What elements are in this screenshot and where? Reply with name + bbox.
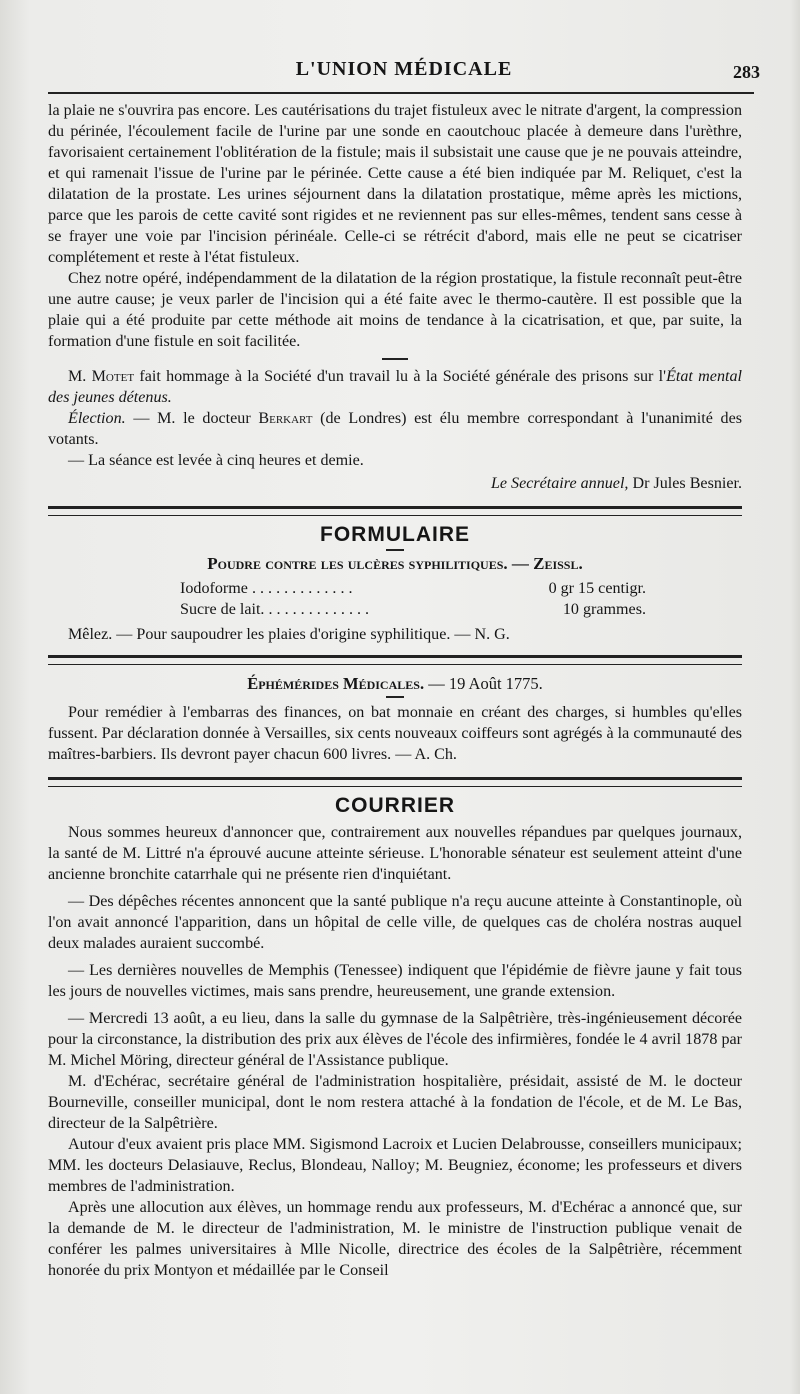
- courrier-paragraph: Après une allocution aux élèves, un hommage rendu aux professeurs, M. d'Echérac a annoncé que, sur la demande de M. le directeur de l'administration, M. le ministre de l'instruction publique venait de conférer les palmes universitaires à Mlle Nicolle, directrice des écoles de la Salpêtrière, récemment honorée du prix Montyon et médaillée par le Conseil: [48, 1199, 742, 1279]
- election-paragraph: [48, 408, 742, 450]
- recipe-row: [180, 578, 646, 599]
- ingredient-amount: 10 grammes.: [562, 601, 646, 618]
- courrier-heading: COURRIER: [334, 794, 455, 817]
- courrier-paragraph: — Les dernières nouvelles de Memphis (Tenessee) indiquent que l'épidémie de fièvre jaune y fait tous les jours de nouvelles victimes, mais sans prendre, heureusement, une grande extension.: [48, 962, 742, 1000]
- motet-name: M. Motet: [68, 368, 135, 385]
- recipe-row: [180, 599, 646, 620]
- ingredient-name: Sucre de lait. . . . . . . . . . . . . .: [180, 601, 370, 618]
- signature-name: Dr Jules Besnier.: [628, 475, 742, 492]
- page-header: [48, 56, 760, 86]
- election-name: Berkart: [258, 410, 313, 427]
- closing-line: — La séance est levée à cinq heures et demie.: [68, 452, 364, 469]
- courrier-rule: [48, 777, 742, 787]
- ephemerides-date: — 19 Août 1775.: [424, 674, 543, 693]
- formulaire-dash: [386, 549, 404, 551]
- election-text: — M. le docteur: [125, 410, 259, 427]
- ingredient-name: Iodoforme . . . . . . . . . . . . .: [180, 580, 353, 597]
- page-number: 283: [733, 62, 760, 82]
- signature: [48, 473, 742, 494]
- election-rest: (de Londres) est élu membre correspondant à l'unanimité des votants.: [48, 410, 742, 448]
- courrier-paragraph: Nous sommes heureux d'annoncer que, contrairement aux nouvelles répandues par quelques journaux, la santé de M. Littré n'a éprouvé aucune atteinte sérieuse. L'honorable sénateur est seulement atteint d'une ancienne bronchite catarrhale qui ne présente rien d'inquiétant.: [48, 824, 742, 883]
- formulaire-note: Mêlez. — Pour saupoudrer les plaies d'origine syphilitique. — N. G.: [68, 626, 510, 643]
- signature-role: Le Secrétaire annuel,: [490, 475, 629, 492]
- running-title: L'UNION MÉDICALE: [295, 58, 513, 80]
- motet-text: fait hommage à la Société d'un travail lu à la Société générale des prisons sur l': [134, 368, 667, 385]
- article-body: [48, 100, 742, 1287]
- courrier-paragraph: — Des dépêches récentes annoncent que la santé publique n'a reçu aucune atteinte à Constantinople, où l'on avait annoncé l'apparition, dans un hôpital de celle ville, de quelques cas de choléra nostras auquel deux malades auraient succombé.: [48, 893, 742, 952]
- motet-title: État mental des jeunes détenus.: [48, 368, 742, 406]
- section-divider: [382, 358, 408, 360]
- intro-paragraph-1: la plaie ne s'ouvrira pas encore. Les cautérisations du trajet fistuleux avec le nitrate d'argent, la compression du périnée, l'écoulement facile de l'urine par une sonde en caoutchouc placée à demeure dans l'urèthre, favorisaient certainement l'oblitération de la fistule; mais il subsistait une cause que je ne pouvais atteindre, et qui ramenait l'issue de l'urine par le périnée. Cette cause a été bien indiquée par M. Reliquet, c'est la dilatation de la prostate. Les urines séjournent dans la dilatation prostatique, même après les mictions, parce que les parois de cette cavité sont rigides et ne reviennent pas sur elles-mêmes, tendent sans cesse à se frayer une voie par l'incision périnéale. Celle-ci se rétrécit d'abord, mais elle ne peut se cicatriser complétement et reste à l'état fistuleux.: [48, 102, 742, 266]
- ephemerides-rule: [48, 655, 742, 665]
- formulaire-heading: FORMULAIRE: [320, 523, 470, 546]
- courrier-paragraph: — Mercredi 13 août, a eu lieu, dans la salle du gymnase de la Salpêtrière, très-ingénieusement décorée pour la circonstance, la distribution des prix aux élèves de l'école des infirmières, fondée le 4 avril 1878 par M. Michel Möring, directeur général de l'Assistance publique.: [48, 1010, 742, 1069]
- courrier-section: [48, 822, 742, 1281]
- election-label: Élection.: [68, 410, 126, 427]
- ephemerides-text: Pour remédier à l'embarras des finances, on bat monnaie en créant des charges, si humbles qu'elles fussent. Par déclaration donnée à Versailles, six cents nouveaux coiffeurs sont agrégés à la communauté des maîtres-barbiers. Ils devront payer chacun 600 livres. — A. Ch.: [48, 704, 742, 763]
- ephemerides-dash: [386, 696, 404, 698]
- courrier-paragraph: M. d'Echérac, secrétaire général de l'administration hospitalière, présidait, assisté de M. le docteur Bourneville, conseiller municipal, dont le nom restera attaché à la fondation de l'école, et de M. Le Bas, directeur de la Salpêtrière.: [48, 1073, 742, 1132]
- formulaire-subtitle: Poudre contre les ulcères syphilitiques. — Zeissl.: [207, 554, 583, 573]
- courrier-paragraph: Autour d'eux avaient pris place MM. Sigismond Lacroix et Lucien Delabrousse, conseillers municipaux; MM. les docteurs Delasiauve, Reclus, Blondeau, Nalloy; M. Beugniez, économe; les professeurs et divers membres de l'administration.: [48, 1136, 742, 1195]
- recipe-list: [180, 578, 646, 620]
- ephemerides-name: Éphémérides Médicales.: [247, 674, 425, 693]
- ephemerides-title: [48, 673, 742, 694]
- header-rule: [48, 92, 754, 94]
- intro-paragraph-2: Chez notre opéré, indépendamment de la dilatation de la région prostatique, la fistule reconnaît peut-être une autre cause; je veux parler de l'incision qui a été faite avec le thermo-cautère. Il est possible que la plaie qui a été produite par cette méthode ait moins de tendance à la cicatrisation, et que, par suite, la formation d'une fistule en soit facilitée.: [48, 270, 742, 350]
- formulaire-rule: [48, 506, 742, 516]
- ingredient-amount: 0 gr 15 centigr.: [548, 580, 646, 597]
- motet-paragraph: [48, 366, 742, 408]
